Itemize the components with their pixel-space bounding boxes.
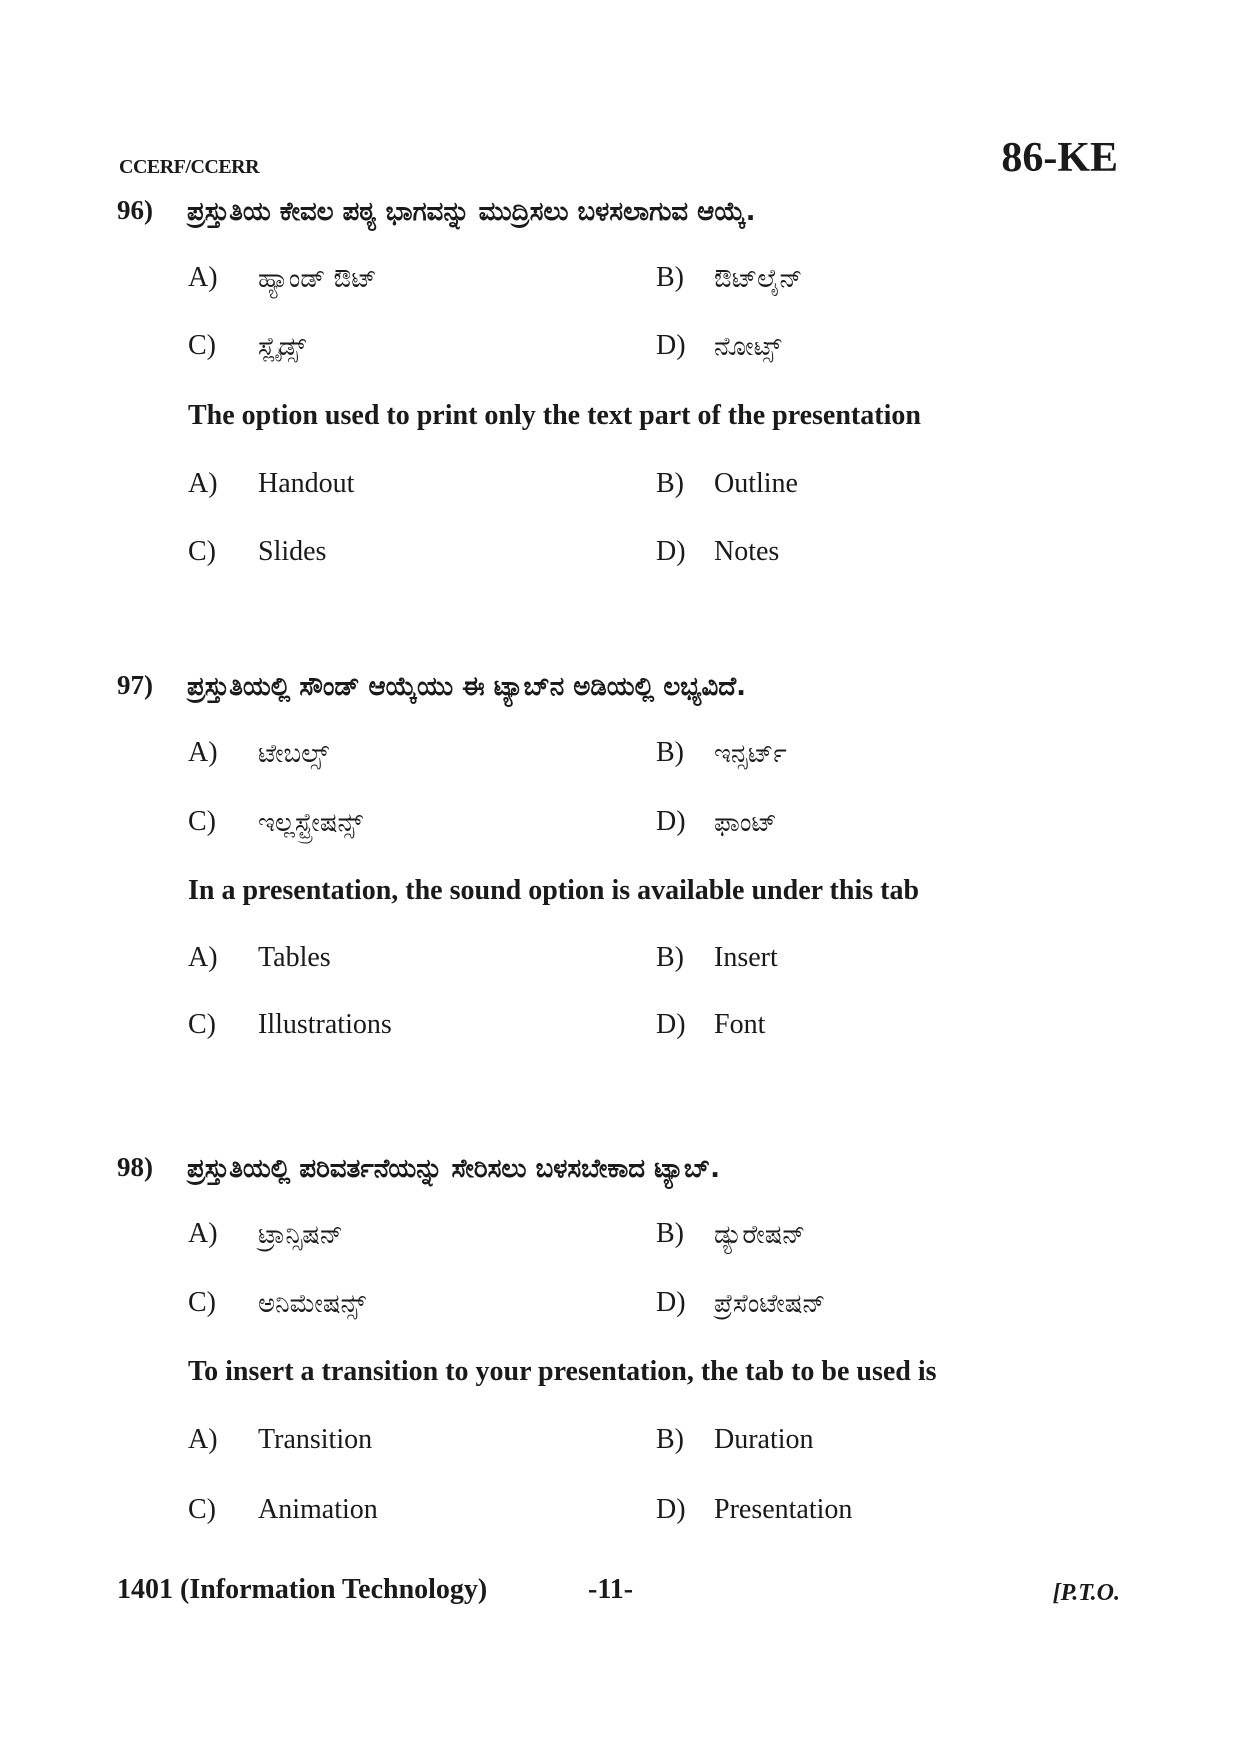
option-text-kannada: ಫಾಂಟ್ (714, 808, 777, 838)
option-label: A) (188, 468, 218, 499)
option-text-kannada: ಔಟ್‌ಲೈನ್ (714, 264, 803, 294)
question-number: 98) (117, 1152, 153, 1182)
question-text-english: To insert a transition to your presentation, the tab to be used is (188, 1356, 937, 1387)
question-number: 96) (117, 195, 153, 225)
question-text-kannada: ಪ್ರಸ್ತುತಿಯ ಕೇವಲ ಪಠ್ಯ ಭಾಗವನ್ನು ಮುದ್ರಿಸಲು ಬಳಸಲಾಗುವ ಆಯ್ಕೆ. (187, 197, 756, 227)
question-text-english: The option used to print only the text part of the presentation (188, 400, 921, 431)
option-label: C) (188, 330, 216, 361)
option-text: Illustrations (258, 1009, 392, 1040)
option-label: D) (656, 1009, 686, 1040)
option-text-kannada: ನೋಟ್ಸ್ (714, 332, 782, 362)
option-label: B) (656, 942, 684, 973)
page-number: -11- (588, 1574, 634, 1605)
option-text-kannada: ಸ್ಲೈಡ್ಸ್ (258, 332, 307, 362)
option-text-kannada: ಹ್ಯಾಂಡ್ ಔಟ್ (258, 264, 377, 294)
question-text-kannada: ಪ್ರಸ್ತುತಿಯಲ್ಲಿ ಪರಿವರ್ತನೆಯನ್ನು ಸೇರಿಸಲು ಬಳಸಬೇಕಾದ ಟ್ಯಾಬ್. (187, 1154, 720, 1184)
option-label: C) (188, 1009, 216, 1040)
question-number: 97) (117, 670, 153, 700)
option-label: A) (188, 1218, 218, 1249)
option-label: B) (656, 1424, 684, 1455)
option-text: Font (714, 1009, 766, 1040)
option-text-kannada: ಟ್ರಾನ್ಸಿಷನ್ (258, 1220, 343, 1250)
option-label: B) (656, 1218, 684, 1249)
option-label: D) (656, 806, 686, 837)
paper-code: CCERF/CCERR (119, 156, 260, 178)
footer-subject: 1401 (Information Technology) (117, 1574, 488, 1605)
option-label: C) (188, 806, 216, 837)
option-text: Outline (714, 468, 798, 499)
option-label: A) (188, 942, 218, 973)
option-label: B) (656, 737, 684, 768)
option-text-kannada: ಪ್ರೆಸೆಂಟೇಷನ್ (714, 1289, 826, 1319)
question-text-kannada: ಪ್ರಸ್ತುತಿಯಲ್ಲಿ ಸೌಂಡ್ ಆಯ್ಕೆಯು ಈ ಟ್ಯಾಬ್‌ನ ಅಡಿಯಲ್ಲಿ ಲಭ್ಯವಿದೆ. (187, 672, 746, 702)
option-text: Handout (258, 468, 355, 499)
option-text: Insert (714, 942, 778, 973)
option-label: D) (656, 536, 686, 567)
option-text-kannada: ಅನಿಮೇಷನ್ಸ್ (258, 1289, 366, 1319)
option-label: A) (188, 737, 218, 768)
please-turn-over: [P.T.O. (1052, 1580, 1120, 1606)
option-text-kannada: ಡ್ಯುರೇಷನ್ (714, 1220, 806, 1250)
paper-id: 86-KE (1001, 135, 1118, 181)
option-label: B) (656, 262, 684, 293)
option-label: C) (188, 1287, 216, 1318)
option-label: C) (188, 536, 216, 567)
option-text: Presentation (714, 1494, 853, 1525)
option-label: D) (656, 1287, 686, 1318)
option-text: Duration (714, 1424, 814, 1455)
option-text: Animation (258, 1494, 378, 1525)
option-label: D) (656, 1494, 686, 1525)
option-text: Slides (258, 536, 327, 567)
option-text-kannada: ಇಲ್ಲಸ್ಟ್ರೇಷನ್ಸ್ (258, 808, 363, 838)
option-label: A) (188, 1424, 218, 1455)
option-text: Transition (258, 1424, 373, 1455)
option-text-kannada: ಟೇಬಲ್ಸ್ (258, 739, 329, 769)
option-text: Tables (258, 942, 331, 973)
question-text-english: In a presentation, the sound option is available under this tab (188, 875, 920, 906)
option-text: Notes (714, 536, 780, 567)
option-text-kannada: ಇನ್ಸರ್ಟ್ (714, 739, 787, 769)
option-label: A) (188, 262, 218, 293)
option-label: D) (656, 330, 686, 361)
option-label: B) (656, 468, 684, 499)
option-label: C) (188, 1494, 216, 1525)
